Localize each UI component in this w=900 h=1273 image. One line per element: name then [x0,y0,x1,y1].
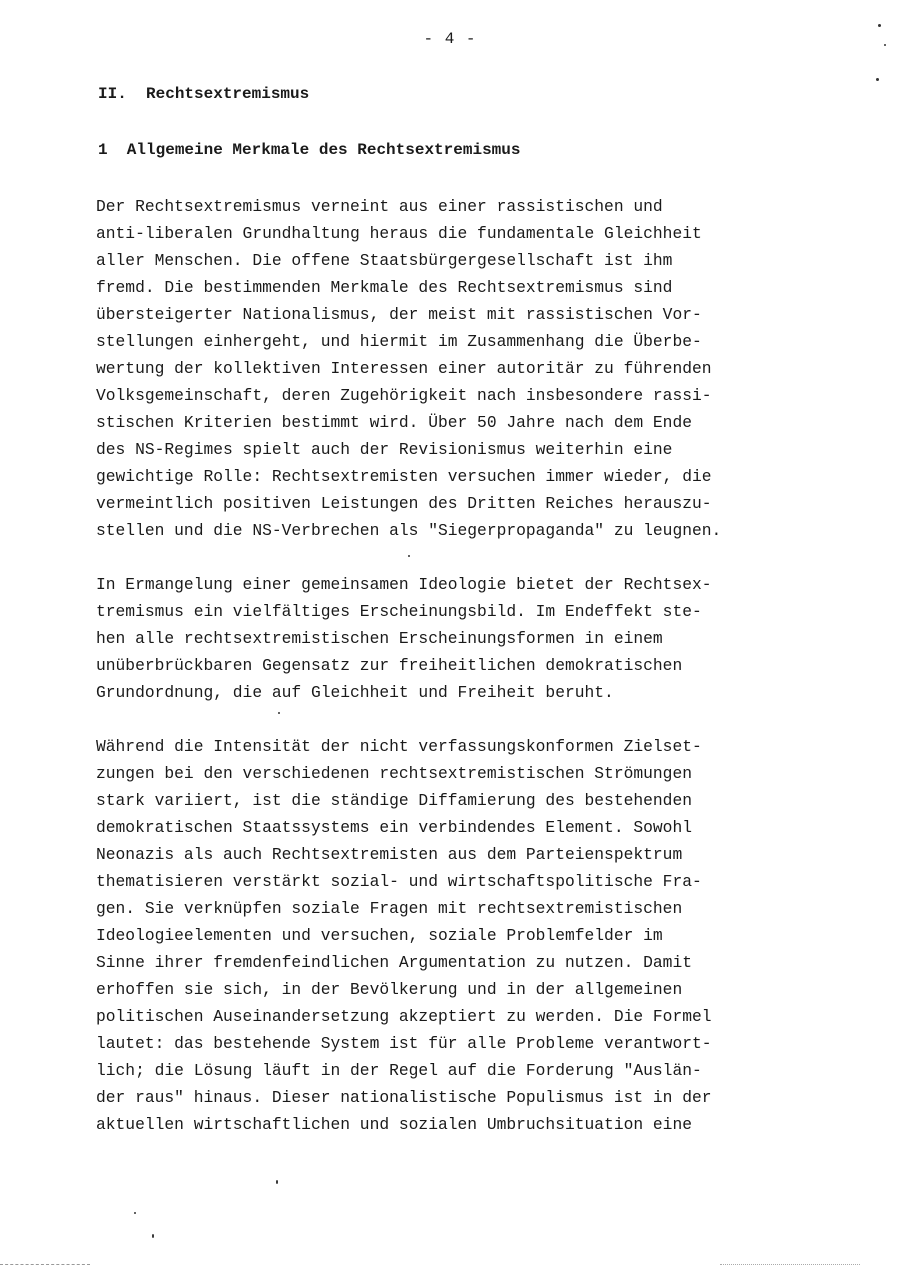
paragraph-3 [96,733,712,1138]
text-line: Sinne ihrer fremdenfeindlichen Argumentation zu nutzen. Damit [96,953,692,972]
scan-speck [878,24,881,27]
text-line: Volksgemeinschaft, deren Zugehörigkeit nach insbesondere rassi- [96,386,712,405]
scan-speck [276,1180,278,1184]
text-line: lich; die Lösung läuft in der Regel auf die Forderung "Auslän- [96,1061,702,1080]
text-line: stellungen einhergeht, und hiermit im Zusammenhang die Überbe- [96,332,702,351]
text-line: stark variiert, ist die ständige Diffamierung des bestehenden [96,791,692,810]
text-line: hen alle rechtsextremistischen Erscheinungsformen in einem [96,629,663,648]
text-line: zungen bei den verschiedenen rechtsextremistischen Strömungen [96,764,692,783]
text-line: politischen Auseinandersetzung akzeptiert zu werden. Die Formel [96,1007,712,1026]
scan-speck [152,1234,154,1238]
text-line: des NS-Regimes spielt auch der Revisionismus weiterhin eine [96,440,673,459]
text-line: aller Menschen. Die offene Staatsbürgergesellschaft ist ihm [96,251,673,270]
text-line: erhoffen sie sich, in der Bevölkerung und in der allgemeinen [96,980,683,999]
footer-rule [0,1264,90,1265]
footer-rule [720,1264,860,1265]
text-line: wertung der kollektiven Interessen einer autoritär zu führenden [96,359,712,378]
text-line: Ideologieelementen und versuchen, soziale Problemfelder im [96,926,663,945]
text-line: thematisieren verstärkt sozial- und wirtschaftspolitische Fra- [96,872,702,891]
text-line: vermeintlich positiven Leistungen des Dritten Reiches herauszu- [96,494,712,513]
text-line: Der Rechtsextremismus verneint aus einer rassistischen und [96,197,663,216]
scan-speck [278,712,280,714]
text-line: fremd. Die bestimmenden Merkmale des Rechtsextremismus sind [96,278,673,297]
text-line: demokratischen Staatssystems ein verbindendes Element. Sowohl [96,818,692,837]
scan-speck [134,1212,136,1214]
text-line: stellen und die NS-Verbrechen als "Siegerpropaganda" zu leugnen. [96,521,722,540]
text-line: der raus" hinaus. Dieser nationalistische Populismus ist in der [96,1088,712,1107]
scan-speck [884,44,886,46]
text-line: aktuellen wirtschaftlichen und sozialen Umbruchsituation eine [96,1115,692,1134]
text-line: anti-liberalen Grundhaltung heraus die fundamentale Gleichheit [96,224,702,243]
text-line: tremismus ein vielfältiges Erscheinungsbild. Im Endeffekt ste- [96,602,702,621]
text-line: unüberbrückbaren Gegensatz zur freiheitlichen demokratischen [96,656,683,675]
section-heading: II. Rechtsextremismus [98,85,310,103]
paragraph-1 [96,193,721,544]
page-number: - 4 - [423,30,477,48]
text-line: Grundordnung, die auf Gleichheit und Freiheit beruht. [96,683,614,702]
text-line: übersteigerter Nationalismus, der meist mit rassistischen Vor- [96,305,702,324]
subsection-heading: 1 Allgemeine Merkmale des Rechtsextremismus [98,141,521,159]
text-line: gen. Sie verknüpfen soziale Fragen mit rechtsextremistischen [96,899,683,918]
text-line: lautet: das bestehende System ist für alle Probleme verantwort- [96,1034,712,1053]
text-line: stischen Kriterien bestimmt wird. Über 50 Jahre nach dem Ende [96,413,692,432]
paragraph-2 [96,571,712,706]
text-line: Während die Intensität der nicht verfassungskonformen Zielset- [96,737,702,756]
text-line: In Ermangelung einer gemeinsamen Ideologie bietet der Rechtsex- [96,575,712,594]
text-line: Neonazis als auch Rechtsextremisten aus dem Parteienspektrum [96,845,683,864]
scan-speck [876,78,879,81]
scan-speck [408,555,410,557]
text-line: gewichtige Rolle: Rechtsextremisten versuchen immer wieder, die [96,467,712,486]
